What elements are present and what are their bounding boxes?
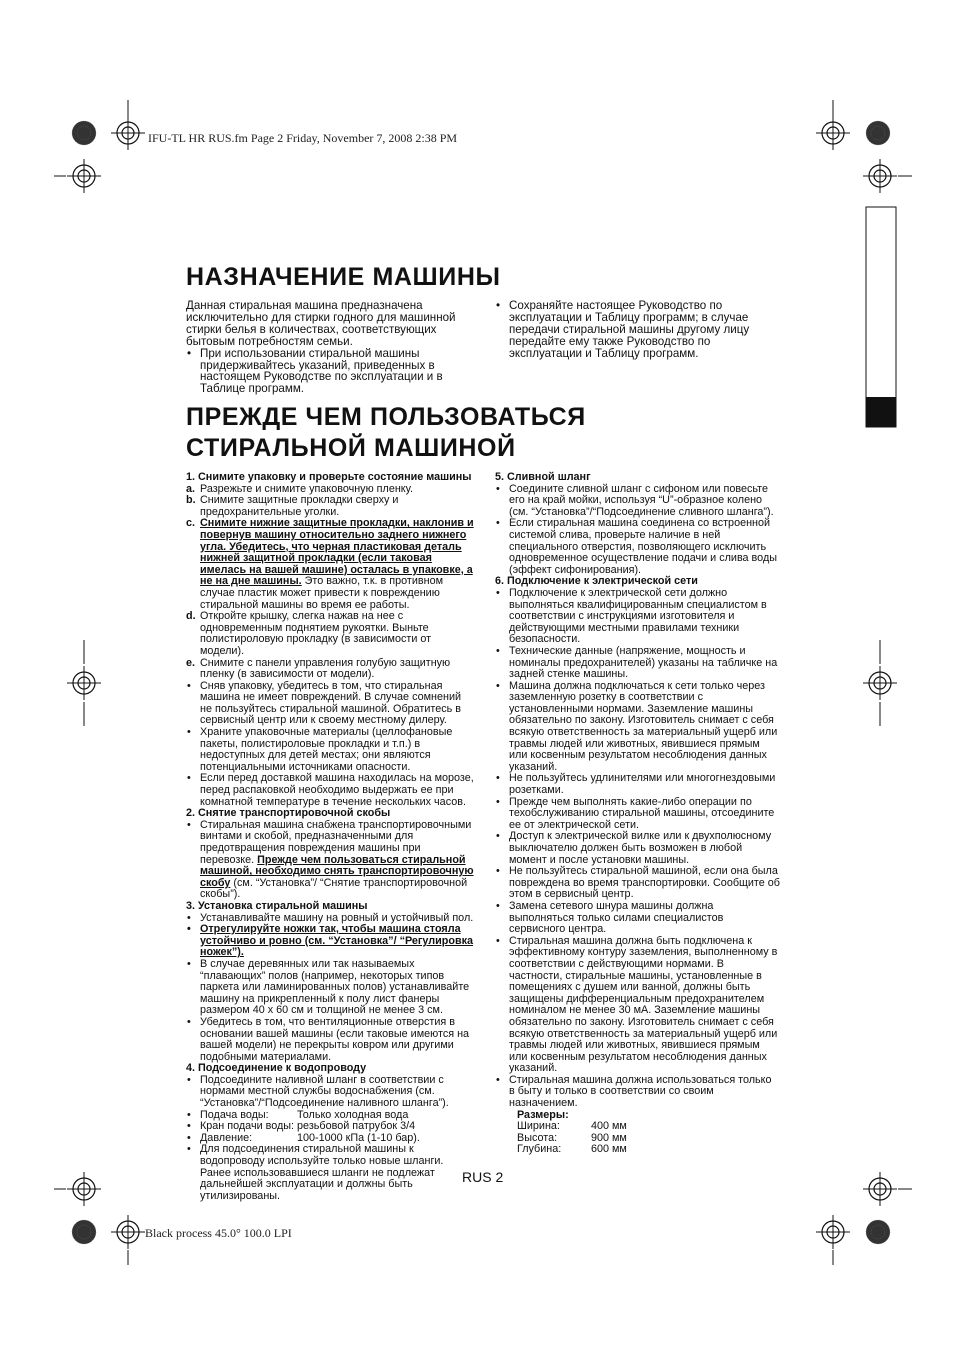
registration-mark [67, 1172, 101, 1206]
dimensions-block [495, 1110, 780, 1156]
step-heading-drain-hose: 5. Сливной шланг [495, 471, 591, 483]
registration-mark [863, 1172, 897, 1206]
list-marker: b. [186, 494, 196, 507]
list-marker: a. [186, 482, 196, 495]
spec-value: резьбовой патрубок 3/4 [297, 1120, 416, 1133]
list-item: • Храните упаковочные материалы (целлофановые пакеты, полистироловые прокладки и т.п.) в недоступных для детей местах; они являются потенциальными источниками опасности. [186, 727, 474, 773]
list-item: Это важно, т.к. в противном случае пластик может привести к повреждению стиральной машины во время ее работы. [200, 575, 443, 611]
list-item: Стиральная машина снабжена транспортировочными винтами и скобой, предназначенными для предотвращения повреждения машины при перевозке. [200, 818, 472, 866]
dimensions-title: Размеры: [517, 1108, 569, 1121]
list-item: Снимите с панели управления голубую защитную пленку (в зависимости от модели). [200, 656, 451, 681]
page-number: RUS 2 [462, 1169, 504, 1185]
list-item: • Технические данные (напряжение, мощность и номиналы предохранителей) указаны на табличке на задней стенке машины. [495, 646, 780, 681]
section-title-line1: ПРЕЖДЕ ЧЕМ ПОЛЬЗОВАТЬСЯ [186, 403, 586, 431]
list-item: • В случае деревянных или так называемых “плавающих” полов (например, некоторых типов паркета или ламинированных полов) устанавливайте машину на прикрепленный к полу лист фанеры размером 40 x 60 см и толщиной не менее 3 см. [186, 959, 474, 1017]
list-item: • Если стиральная машина соединена со встроенной системой слива, проверьте наличие в ней специального отверстия, позволяющего исключить одновременное осуществление подачи и слива воды (эффект сифонирования). [495, 518, 780, 576]
list-item: Снимите защитные прокладки сверху и предохранительные уголки. [200, 494, 399, 518]
step-heading-water-supply: 4. Подсоединение к водопроводу [186, 1062, 367, 1075]
star-target [72, 121, 96, 145]
step-heading-electrical: 6. Подключение к электрической сети [495, 575, 698, 588]
list-item: Разрежьте и снимите упаковочную пленку. [200, 482, 413, 495]
instructions-left-column [186, 472, 474, 1202]
registration-mark [863, 159, 897, 193]
registration-mark [67, 159, 101, 193]
list-item: • Доступ к электрической вилке или к двухполюсному выключателю должен быть возможен в любой момент и после установки машины. [495, 831, 780, 866]
purpose-left-column [186, 300, 476, 395]
step-heading-installation: 3. Установка стиральной машины [186, 899, 368, 912]
registration-mark [111, 1215, 145, 1249]
star-target [866, 121, 890, 145]
print-slug: IFU-TL HR RUS.fm Page 2 Friday, November 7, 2008 2:38 PM [148, 131, 458, 145]
list-marker: d. [186, 610, 196, 623]
list-item: • Стиральная машина должна использоваться только в быту и только в соответствии со своим назначением. [495, 1075, 780, 1110]
list-item: • Сохраняйте настоящее Руководство по эксплуатации и Таблицу программ; в случае передачи стиральной машины другому лицу передайте ему также Руководство по эксплуатации и Таблицу программ. [495, 300, 780, 360]
registration-mark [816, 116, 850, 150]
list-item: Откройте крышку, слегка нажав на нее с одновременным поднятием рукоятки. Выньте полистироловую прокладку (в зависимости от модели). [200, 610, 432, 657]
list-item: • Для подсоединения стиральной машины к водопроводу используйте только новые шланги. Ранее использовавшиеся шланги не подлежат дальнейшей эксплуатации и должны быть утилизированы. [186, 1144, 474, 1202]
star-target [866, 1220, 890, 1244]
registration-mark [816, 1215, 850, 1249]
spec-value: Только холодная вода [297, 1108, 409, 1121]
warning-text: Снимите нижние защитные прокладки, наклонив и повернув машину относительно заднего нижнего угла. Убедитесь, что черная пластиковая деталь нижней защитной прокладки (если таковая имелась на вашей машине) осталась в упаковке, а не на дне машины. [200, 517, 474, 588]
list-item: • Не пользуйтесь стиральной машиной, если она была повреждена во время транспортировки. Сообщите об этом в сервисный центр. [495, 866, 780, 901]
list-item: • Устанавливайте машину на ровный и устойчивый пол. [186, 913, 474, 925]
registration-mark [111, 116, 145, 150]
step-heading-unpacking: 1. Снимите упаковку и проверьте состояние машины [186, 471, 472, 483]
spec-label: • Подача воды: [200, 1108, 269, 1121]
dimension-label: Глубина: [517, 1143, 562, 1156]
list-item: • Прежде чем выполнять какие-либо операции по техобслуживанию стиральной машины, отсоедините ее от электрической сети. [495, 797, 780, 832]
list-item: • Если перед доставкой машина находилась на морозе, перед распаковкой необходимо выдержать ее при комнатной температуре в течение нескольких часов. [186, 773, 474, 808]
list-item: • Замена сетевого шнура машины должна выполняться только силами специалистов сервисного центра. [495, 901, 780, 936]
list-item: • Не пользуйтесь удлинителями или многогнездовыми розетками. [495, 773, 780, 796]
list-item: • При использовании стиральной машины придерживайтесь указаний, приведенных в настоящем Руководстве по эксплуатации и в Таблице программ. [186, 348, 476, 396]
dimension-label: Ширина: [517, 1120, 560, 1133]
spec-value: 100-1000 кПа (1-10 бар). [297, 1131, 420, 1144]
spec-label: • Давление: [200, 1131, 253, 1144]
section-title-line2: СТИРАЛЬНОЙ МАШИНОЙ [186, 434, 516, 462]
list-marker: c. [186, 517, 196, 530]
warning-text: • Отрегулируйте ножки так, чтобы машина стояла устойчиво и ровно (см. “Установка”/ “Регулировка ножек”). [186, 924, 474, 959]
spec-label: Кран подачи воды: [200, 1120, 295, 1133]
list-item: • Стиральная машина должна быть подключена к эффективному контуру заземления, выполненному в соответствии с действующими нормами. В частности, стиральные машины, установленные в помещениях с душем или ванной, должны быть защищены дифференциальным предохранителем номиналом не менее 30 мА. Заземление машины обязательно по закону. Изготовитель снимает с себя всякую ответственность за материальный ущерб или травмы людей или животных, явившиеся прямым или косвенным результатом несоблюдения данных указаний. [495, 936, 780, 1075]
list-item: • Подсоедините наливной шланг в соответствии с нормами местной службы водоснабжения (см. “Установка”/“Подсоединение наливного шланга”). [186, 1075, 474, 1110]
language-tab-marker [866, 397, 896, 427]
dimension-value: 400 мм [591, 1120, 627, 1133]
dimension-value: 900 мм [591, 1131, 627, 1144]
registration-mark [67, 666, 101, 700]
star-target [72, 1220, 96, 1244]
warning-text: Прежде чем пользоваться стиральной машиной, необходимо снять транспортировочную скобу [200, 853, 474, 889]
section-title-purpose: НАЗНАЧЕНИЕ МАШИНЫ [186, 263, 501, 291]
registration-mark [863, 666, 897, 700]
section-title-before-use [186, 402, 586, 464]
purpose-intro: Данная стиральная машина предназначена исключительно для стирки годного для машинной стирки белья в количествах, соответствующих бытовым потребностям семьи. [186, 299, 456, 348]
instructions-right-column [495, 472, 780, 1156]
list-item: (см. “Установка”/ “Снятие транспортировочной скобы”). [200, 876, 468, 901]
dimension-row-depth [517, 1144, 780, 1156]
list-item: • Соедините сливной шланг с сифоном или повесьте его на край мойки, используя “U”-образное колено (см. “Установка”/“Подсоединение сливного шланга”). [495, 484, 780, 519]
dimension-value: 600 мм [591, 1143, 627, 1156]
dimension-label: Высота: [517, 1131, 558, 1144]
list-item: • Машина должна подключаться к сети только через заземленную розетку в соответствии с установленными нормами. Заземление машины обязательно по закону. Изготовитель снимает с себя всякую ответственность за материальный ущерб или травмы людей или животных, явившиеся прямым или косвенным результатом несоблюдения данных указаний. [495, 681, 780, 774]
list-item: • Убедитесь в том, что вентиляционные отверстия в основании вашей машины (если таковые имеются на вашей модели) не перекрыты ковром или другими подобными материалами. [186, 1017, 474, 1063]
list-marker: e. [186, 656, 196, 669]
list-item: • Подключение к электрической сети должно выполняться квалифицированным специалистом в соответствии с инструкциями изготовителя и действующими местными правилами техники безопасности. [495, 588, 780, 646]
purpose-right-column [495, 300, 780, 360]
list-item: • Сняв упаковку, убедитесь в том, что стиральная машина не имеет повреждений. В случае сомнений не пользуйтесь стиральной машиной. Обратитесь в сервисный центр или к своему местному дилеру. [186, 681, 474, 727]
step-heading-transport-bracket: 2. Снятие транспортировочной скобы [186, 807, 391, 820]
print-slug-bottom: Black process 45.0° 100.0 LPI [145, 1226, 292, 1240]
